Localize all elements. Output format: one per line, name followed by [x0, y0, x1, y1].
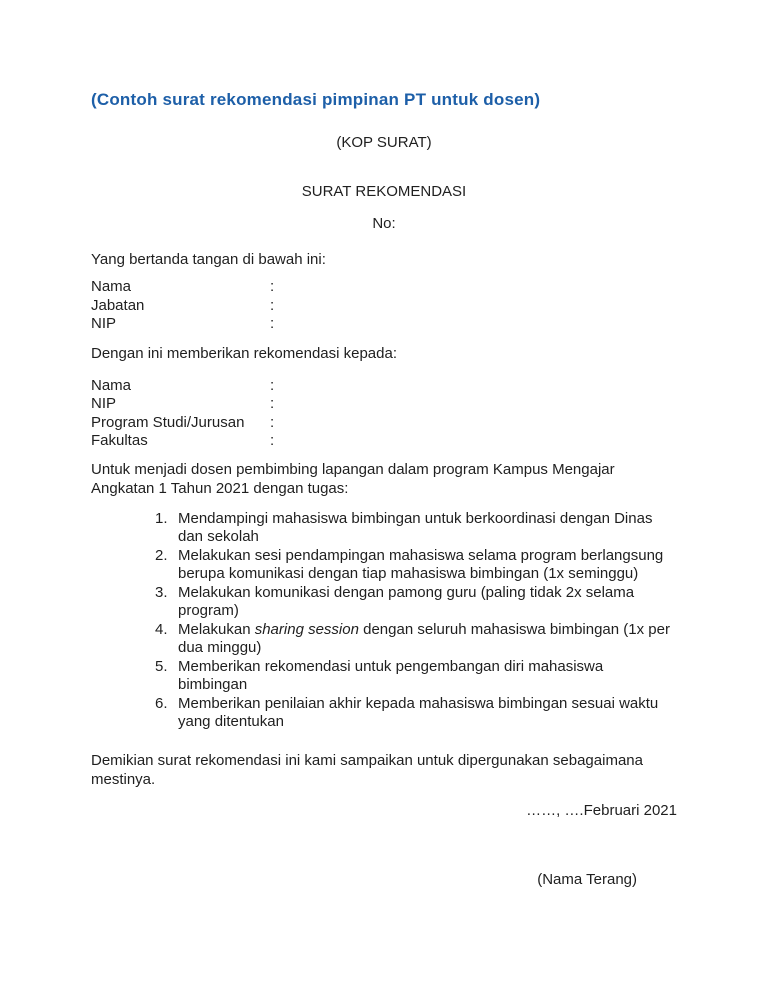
task-text	[178, 621, 677, 658]
field-label: Program Studi/Jurusan	[91, 413, 245, 431]
task-text	[178, 547, 677, 584]
task-line-segment: dengan seluruh mahasiswa bimbingan (1x per	[358, 620, 670, 638]
task-line: bimbingan	[178, 676, 248, 693]
field-colon: :	[270, 376, 275, 394]
field-value	[274, 414, 677, 433]
field-row-fakultas	[91, 432, 677, 451]
page-title: (Contoh surat rekomendasi pimpinan PT untuk dosen)	[91, 90, 541, 109]
field-row-nama	[91, 278, 677, 297]
field-colon: :	[270, 296, 275, 314]
field-colon: :	[270, 413, 275, 431]
purpose-line: Untuk menjadi dosen pembimbing lapangan dalam program Kampus Mengajar	[91, 460, 615, 478]
field-colon: :	[270, 395, 275, 412]
field-label: Nama	[91, 376, 132, 394]
task-item	[91, 510, 677, 547]
field-row-nama	[91, 377, 677, 396]
task-line: berupa komunikasi dengan tiap mahasiswa bimbingan (1x seminggu)	[178, 565, 639, 582]
field-row-jabatan	[91, 297, 677, 316]
task-number: 4.	[155, 620, 168, 638]
field-value	[274, 315, 677, 334]
field-colon: :	[270, 432, 275, 449]
task-line: dua minggu)	[178, 639, 262, 656]
task-text	[178, 658, 677, 695]
signature-name-placeholder: (Nama Terang)	[537, 870, 637, 888]
task-item	[91, 695, 677, 732]
field-colon: :	[270, 315, 275, 332]
task-line: Mendampingi mahasiswa bimbingan untuk berkoordinasi dengan Dinas	[178, 509, 653, 527]
task-line: Memberikan rekomendasi untuk pengembangan diri mahasiswa	[178, 657, 604, 675]
date-place-line: ……, ….Februari 2021	[526, 801, 677, 819]
task-line: Melakukan komunikasi dengan pamong guru (paling tidak 2x selama	[178, 583, 635, 601]
purpose-paragraph	[91, 460, 677, 498]
opening-statement: Yang bertanda tangan di bawah ini:	[91, 251, 326, 268]
task-text	[178, 510, 677, 547]
task-number: 5.	[155, 657, 168, 675]
recipient-fields	[91, 377, 677, 451]
task-line: Memberikan penilaian akhir kepada mahasiswa bimbingan sesuai waktu	[178, 694, 659, 712]
field-label: NIP	[91, 315, 117, 332]
task-line-segment: Melakukan	[178, 620, 255, 638]
closing-paragraph	[91, 751, 677, 789]
task-number: 3.	[155, 583, 168, 601]
signer-fields	[91, 278, 677, 334]
field-label: NIP	[91, 395, 117, 412]
task-line: Melakukan sesi pendampingan mahasiswa selama program berlangsung	[178, 546, 664, 564]
task-list	[91, 510, 677, 732]
letterhead-placeholder: (KOP SURAT)	[336, 134, 432, 151]
document-number: No:	[372, 215, 396, 232]
task-number: 2.	[155, 546, 168, 564]
field-value	[274, 297, 677, 316]
task-text	[178, 695, 677, 732]
recommendation-intro: Dengan ini memberikan rekomendasi kepada:	[91, 344, 398, 362]
task-item	[91, 547, 677, 584]
task-text	[178, 584, 677, 621]
field-label: Jabatan	[91, 296, 145, 314]
task-line: yang ditentukan	[178, 713, 284, 730]
task-line: dan sekolah	[178, 528, 259, 545]
closing-line: mestinya.	[91, 770, 156, 788]
document-title: SURAT REKOMENDASI	[301, 183, 467, 200]
field-value	[274, 278, 677, 297]
field-value	[274, 395, 677, 414]
field-row-nip	[91, 315, 677, 334]
task-item	[91, 584, 677, 621]
task-number: 6.	[155, 694, 168, 712]
task-item	[91, 658, 677, 695]
task-line	[178, 621, 677, 640]
task-line-italic-segment: sharing session	[254, 620, 359, 638]
field-colon: :	[270, 278, 275, 295]
task-number: 1.	[155, 509, 168, 527]
closing-line: Demikian surat rekomendasi ini kami sampaikan untuk dipergunakan sebagaimana	[91, 751, 643, 769]
field-row-nip	[91, 395, 677, 414]
task-line: program)	[178, 602, 239, 619]
field-row-program-studi	[91, 414, 677, 433]
task-item	[91, 621, 677, 658]
field-label: Nama	[91, 278, 132, 295]
field-value	[274, 377, 677, 396]
purpose-line: Angkatan 1 Tahun 2021 dengan tugas:	[91, 479, 349, 497]
field-label: Fakultas	[91, 432, 148, 449]
field-value	[274, 432, 677, 451]
